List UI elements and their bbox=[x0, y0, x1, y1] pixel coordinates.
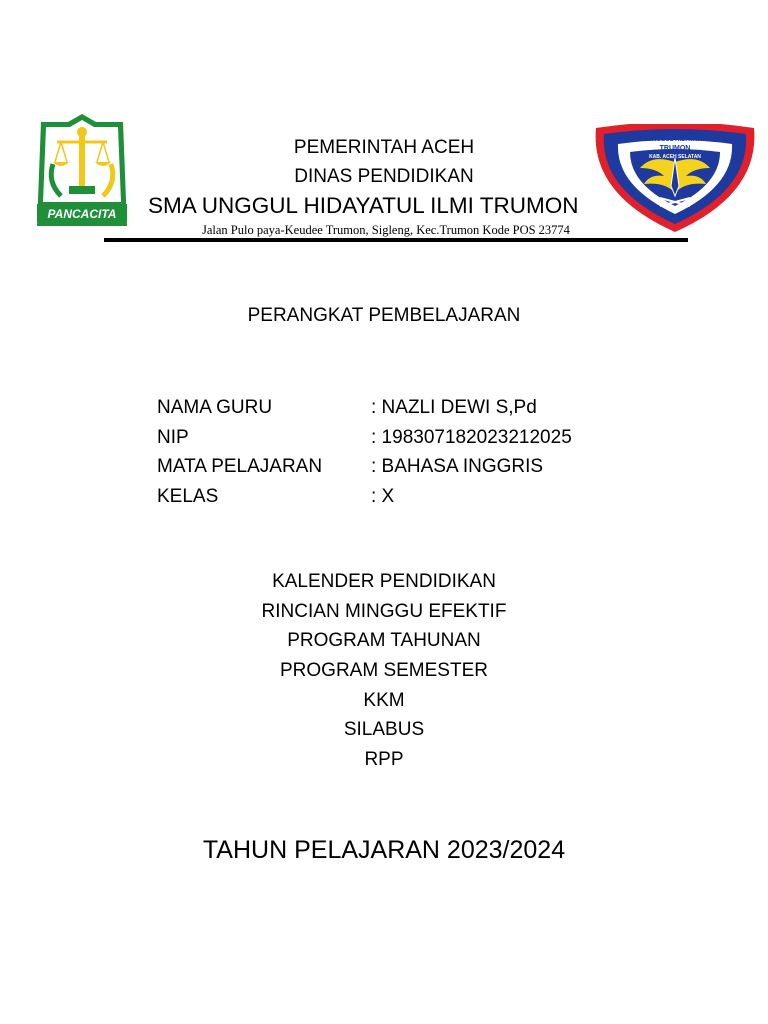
school-name: SMA UNGGUL HIDAYATUL ILMI TRUMON bbox=[148, 193, 579, 218]
academic-year: TAHUN PELAJARAN 2023/2024 bbox=[202, 836, 566, 864]
info-label: MATA PELAJARAN bbox=[157, 456, 323, 477]
info-label: KELAS bbox=[157, 485, 219, 507]
teacher-info bbox=[157, 393, 572, 511]
list-item: PROGRAM TAHUNAN bbox=[287, 630, 481, 652]
list-item: KALENDER PENDIDIKAN bbox=[272, 571, 496, 592]
document-title: PERANGKAT PEMBELAJARAN bbox=[247, 305, 521, 326]
info-row-teacher-name bbox=[157, 393, 572, 423]
info-row-class bbox=[157, 482, 572, 512]
svg-text:SMAN UNGGUL HIDAYATUL ILMI: SMAN UNGGUL HIDAYATUL ILMI bbox=[628, 137, 722, 143]
list-item: RINCIAN MINGGU EFEKTIF bbox=[261, 600, 507, 622]
svg-text:TRUMON: TRUMON bbox=[659, 145, 691, 152]
info-label: NAMA GURU bbox=[157, 397, 273, 418]
header-divider bbox=[104, 238, 688, 242]
contents-list bbox=[0, 567, 768, 775]
svg-text:KAB. ACEH SELATAN: KAB. ACEH SELATAN bbox=[649, 154, 701, 160]
info-value: : 198307182023212025 bbox=[371, 426, 572, 448]
school-address: Jalan Pulo paya-Keudee Trumon, Sigleng, Kec.Trumon Kode POS 23774 bbox=[202, 223, 570, 237]
info-row-nip bbox=[157, 423, 572, 453]
svg-text:PANCACITA: PANCACITA bbox=[47, 207, 117, 221]
list-item: KKM bbox=[363, 689, 405, 711]
list-item: PROGRAM SEMESTER bbox=[280, 660, 488, 682]
info-value: : NAZLI DEWI S,Pd bbox=[371, 397, 537, 418]
government-name: PEMERINTAH ACEH bbox=[293, 137, 475, 158]
info-value: : BAHASA INGGRIS bbox=[371, 456, 544, 477]
list-item: RPP bbox=[364, 749, 404, 771]
info-row-subject bbox=[157, 452, 572, 482]
info-label: NIP bbox=[157, 426, 189, 448]
list-item: SILABUS bbox=[343, 719, 425, 741]
department-name: DINAS PENDIDIKAN bbox=[294, 166, 474, 187]
info-value: : X bbox=[371, 485, 395, 507]
